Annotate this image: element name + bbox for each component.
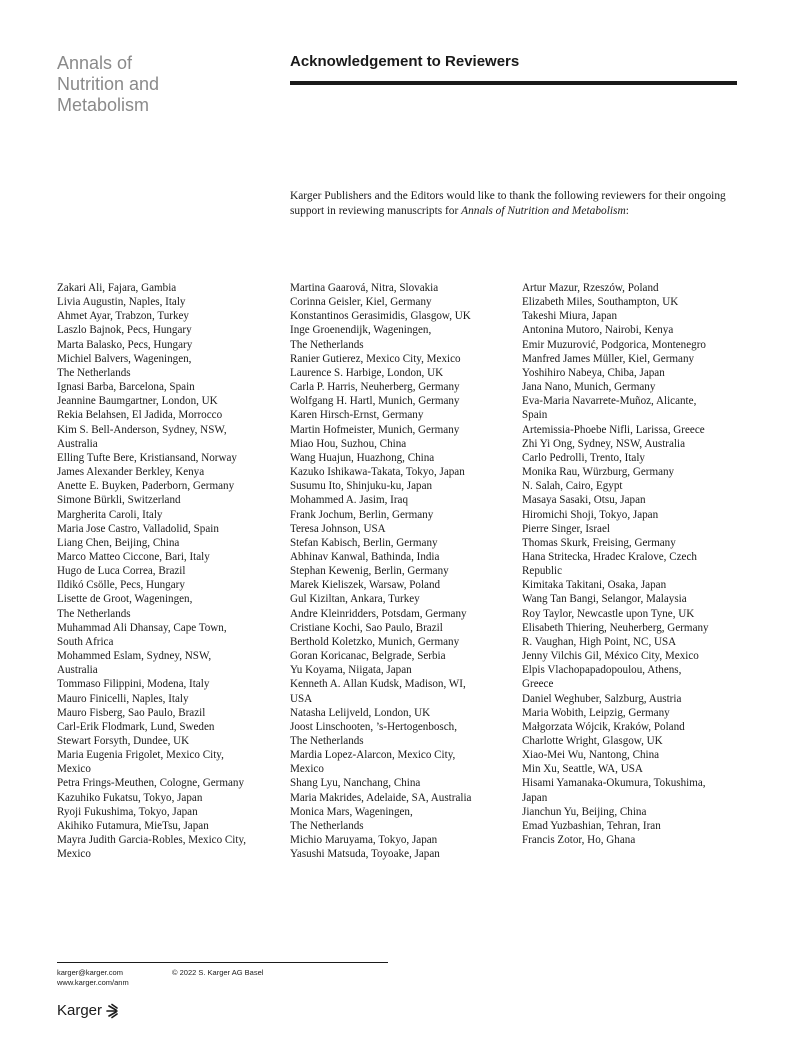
- reviewer-entry-text: R. Vaughan, High Point, NC, USA: [522, 635, 677, 648]
- reviewer-entry-text: Margherita Caroli, Italy: [57, 508, 163, 521]
- reviewer-entry: [522, 706, 747, 720]
- reviewer-entry-text: Hugo de Luca Correa, Brazil: [57, 565, 186, 578]
- reviewer-entry: [290, 323, 515, 351]
- reviewer-entry-text: Cristiane Kochi, Sao Paulo, Brazil: [290, 621, 443, 634]
- reviewer-entry: [57, 621, 282, 649]
- reviewer-entry: [290, 748, 515, 776]
- reviewer-entry-text: Ignasi Barba, Barcelona, Spain: [57, 381, 195, 394]
- reviewer-entry: [522, 578, 747, 592]
- reviewer-entry-text: Stephan Kewenig, Berlin, Germany: [290, 565, 449, 578]
- reviewer-entry: [522, 550, 747, 578]
- reviewer-entry: [522, 692, 747, 706]
- reviewer-entry-text: Carl-Erik Flodmark, Lund, Sweden: [57, 720, 215, 733]
- reviewer-entry-text: Elpis Vlachopapadopoulou, Athens,: [522, 664, 682, 677]
- reviewer-entry-text: Marco Matteo Ciccone, Bari, Italy: [57, 550, 210, 563]
- reviewer-entry: [290, 720, 515, 748]
- reviewer-entry-text: Masaya Sasaki, Otsu, Japan: [522, 494, 646, 507]
- reviewer-entry: [522, 805, 747, 819]
- reviewer-entry: [522, 437, 747, 451]
- footer-contact: [57, 968, 129, 988]
- footer-copyright: © 2022 S. Karger AG Basel: [172, 968, 264, 977]
- reviewer-entry: [522, 380, 747, 394]
- reviewer-entry: [290, 522, 515, 536]
- reviewer-entry: [522, 635, 747, 649]
- reviewer-entry: [522, 734, 747, 748]
- footer-divider: [57, 962, 388, 963]
- reviewer-entry-text: Emad Yuzbashian, Tehran, Iran: [522, 819, 661, 832]
- reviewer-entry: [290, 791, 515, 805]
- journal-name-line: Metabolism: [57, 95, 150, 115]
- reviewer-entry-continuation: The Netherlands: [290, 735, 364, 747]
- reviewer-entry: [290, 366, 515, 380]
- page-title: Acknowledgement to Reviewers: [290, 53, 520, 70]
- reviewer-entry: [57, 451, 282, 465]
- reviewer-entry: [57, 677, 282, 691]
- reviewer-entry-text: Konstantinos Gerasimidis, Glasgow, UK: [290, 310, 471, 323]
- publisher-logo-text: Karger: [57, 1002, 103, 1019]
- reviewer-entry-text: Mardia Lopez-Alarcon, Mexico City,: [290, 749, 456, 762]
- reviewer-entry-text: Daniel Weghuber, Salzburg, Austria: [522, 692, 682, 705]
- reviewer-entry-text: Kimitaka Takitani, Osaka, Japan: [522, 579, 667, 592]
- reviewer-entry: [57, 522, 282, 536]
- reviewer-entry: [522, 281, 747, 295]
- reviewer-entry-text: Maria Makrides, Adelaide, SA, Australia: [290, 791, 472, 804]
- reviewer-entry-text: Monica Mars, Wageningen,: [290, 805, 413, 818]
- reviewer-entry: [290, 706, 515, 720]
- reviewer-entry-text: Livia Augustin, Naples, Italy: [57, 296, 186, 309]
- reviewer-entry: [522, 536, 747, 550]
- reviewer-entry-continuation: The Netherlands: [57, 366, 131, 379]
- reviewer-entry-continuation: South Africa: [57, 635, 114, 648]
- reviewer-entry: [290, 677, 515, 705]
- reviewer-entry: [57, 281, 282, 295]
- reviewer-entry: [522, 451, 747, 465]
- reviewer-entry: [290, 663, 515, 677]
- reviewer-entry-text: Carla P. Harris, Neuherberg, Germany: [290, 381, 460, 394]
- reviewer-entry-text: Laurence S. Harbige, London, UK: [290, 366, 444, 379]
- reviewer-entry: [57, 748, 282, 776]
- reviewer-entry-text: Artemissia-Phoebe Nifli, Larissa, Greece: [522, 423, 705, 436]
- reviewer-entry: [57, 295, 282, 309]
- reviewer-entry-text: Xiao-Mei Wu, Nantong, China: [522, 749, 660, 762]
- karger-star-icon: [105, 1003, 119, 1019]
- reviewer-entry: [57, 423, 282, 451]
- reviewer-entry: [290, 592, 515, 606]
- reviewer-entry-text: Monika Rau, Würzburg, Germany: [522, 466, 675, 479]
- reviewer-entry: [57, 508, 282, 522]
- reviewer-entry-text: Hana Stritecka, Hradec Kralove, Czech: [522, 550, 697, 563]
- reviewer-entry: [522, 833, 747, 847]
- reviewer-entry-text: Martina Gaarová, Nitra, Slovakia: [290, 282, 439, 294]
- reviewer-entry-text: Rekia Belahsen, El Jadida, Morrocco: [57, 409, 223, 422]
- intro-paragraph: [290, 189, 740, 218]
- reviewer-entry: [290, 352, 515, 366]
- reviewer-entry-text: Kenneth A. Allan Kudsk, Madison, WI,: [290, 678, 466, 691]
- reviewer-entry: [522, 479, 747, 493]
- reviewer-entry-text: Abhinav Kanwal, Bathinda, India: [290, 550, 440, 563]
- reviewer-entry-text: Maria Wobith, Leipzig, Germany: [522, 706, 670, 719]
- reviewer-entry: [57, 550, 282, 564]
- reviewer-entry: [57, 649, 282, 677]
- reviewer-entry-continuation: USA: [290, 692, 313, 705]
- reviewer-entry-text: Joost Linschooten, ’s-Hertogenbosch,: [290, 720, 457, 733]
- reviewer-entry-text: Karen Hirsch-Ernst, Germany: [290, 409, 424, 422]
- journal-name: [57, 53, 159, 116]
- reviewer-entry-continuation: The Netherlands: [57, 607, 131, 620]
- reviewer-entry: [57, 394, 282, 408]
- reviewer-entry-text: Eva-Maria Navarrete-Muñoz, Alicante,: [522, 395, 697, 408]
- reviewer-entry: [522, 720, 747, 734]
- reviewer-entry: [57, 536, 282, 550]
- title-divider: [290, 81, 737, 85]
- reviewer-entry: [290, 847, 515, 861]
- reviewer-entry: [290, 309, 515, 323]
- reviewer-entry-text: Kazuhiko Fukatsu, Tokyo, Japan: [57, 791, 203, 804]
- reviewer-entry-text: Teresa Johnson, USA: [290, 522, 386, 535]
- reviewer-entry: [522, 663, 747, 691]
- reviewer-column-2: [290, 281, 515, 861]
- publisher-logo: [57, 1002, 119, 1019]
- reviewer-entry-text: Carlo Pedrolli, Trento, Italy: [522, 451, 645, 464]
- reviewer-entry: [57, 465, 282, 479]
- reviewer-entry-text: Maria Eugenia Frigolet, Mexico City,: [57, 749, 224, 762]
- reviewer-entry-text: Zakari Ali, Fajara, Gambia: [57, 282, 177, 294]
- reviewer-entry: [57, 380, 282, 394]
- reviewer-entry: [522, 607, 747, 621]
- reviewer-entry: [522, 338, 747, 352]
- intro-text-end: :: [625, 204, 629, 217]
- reviewer-entry-text: Andre Kleinridders, Potsdam, Germany: [290, 607, 467, 620]
- reviewer-entry: [290, 805, 515, 833]
- reviewer-entry: [290, 437, 515, 451]
- reviewer-entry-text: Mohammed Eslam, Sydney, NSW,: [57, 650, 212, 663]
- reviewer-entry: [290, 465, 515, 479]
- reviewer-entry-text: Yoshihiro Nabeya, Chiba, Japan: [522, 366, 665, 379]
- journal-name-line: Annals of: [57, 53, 133, 73]
- reviewer-entry-text: Małgorzata Wójcik, Kraków, Poland: [522, 720, 685, 733]
- reviewer-entry-text: Roy Taylor, Newcastle upon Tyne, UK: [522, 607, 695, 620]
- reviewer-entry-text: Elling Tufte Bere, Kristiansand, Norway: [57, 451, 237, 464]
- reviewer-entry: [522, 508, 747, 522]
- reviewer-entry: [522, 819, 747, 833]
- reviewer-entry-text: Wang Tan Bangi, Selangor, Malaysia: [522, 593, 687, 606]
- reviewer-entry-text: Anette E. Buyken, Paderborn, Germany: [57, 480, 235, 493]
- reviewer-entry: [57, 338, 282, 352]
- reviewer-entry-text: Hisami Yamanaka-Okumura, Tokushima,: [522, 777, 706, 790]
- reviewer-entry-text: Inge Groenendijk, Wageningen,: [290, 324, 432, 337]
- reviewer-entry: [522, 309, 747, 323]
- reviewer-entry-continuation: Greece: [522, 678, 554, 691]
- reviewer-entry: [57, 309, 282, 323]
- reviewer-entry-text: Elizabeth Miles, Southampton, UK: [522, 296, 679, 309]
- reviewer-entry-text: Ranier Gutierez, Mexico City, Mexico: [290, 352, 461, 365]
- reviewer-entry-text: Takeshi Miura, Japan: [522, 310, 618, 323]
- reviewer-entry: [57, 819, 282, 833]
- reviewer-entry-text: Pierre Singer, Israel: [522, 522, 610, 535]
- reviewer-entry: [57, 692, 282, 706]
- reviewer-entry: [522, 776, 747, 804]
- reviewer-entry: [522, 352, 747, 366]
- reviewer-entry: [290, 635, 515, 649]
- reviewer-entry-text: Tommaso Filippini, Modena, Italy: [57, 678, 210, 691]
- reviewer-column-3: [522, 281, 747, 847]
- reviewer-entry: [290, 578, 515, 592]
- reviewer-entry-text: Michio Maruyama, Tokyo, Japan: [290, 834, 438, 847]
- reviewer-entry: [57, 805, 282, 819]
- reviewer-entry: [290, 295, 515, 309]
- reviewer-entry: [522, 649, 747, 663]
- reviewer-entry-text: Jeannine Baumgartner, London, UK: [57, 395, 218, 408]
- reviewer-entry: [290, 380, 515, 394]
- reviewer-entry-continuation: Republic: [522, 565, 563, 578]
- reviewer-entry-text: Mauro Fisberg, Sao Paulo, Brazil: [57, 706, 206, 719]
- reviewer-entry: [57, 706, 282, 720]
- reviewer-entry: [57, 479, 282, 493]
- reviewer-entry-text: Petra Frings-Meuthen, Cologne, Germany: [57, 777, 245, 790]
- reviewer-entry-text: N. Salah, Cairo, Egypt: [522, 480, 623, 493]
- reviewer-entry-text: Emir Muzurović, Podgorica, Montenegro: [522, 338, 706, 351]
- reviewer-entry-continuation: Mexico: [57, 763, 91, 776]
- reviewer-entry-text: Berthold Koletzko, Munich, Germany: [290, 635, 460, 648]
- reviewer-entry: [522, 493, 747, 507]
- reviewer-entry-text: Ildikó Csölle, Pecs, Hungary: [57, 579, 185, 592]
- reviewer-entry: [290, 550, 515, 564]
- reviewer-entry-text: Charlotte Wright, Glasgow, UK: [522, 735, 663, 747]
- reviewer-entry: [522, 522, 747, 536]
- reviewer-entry-text: Shang Lyu, Nanchang, China: [290, 777, 421, 790]
- reviewer-entry: [57, 564, 282, 578]
- reviewer-entry-continuation: The Netherlands: [290, 819, 364, 832]
- reviewer-entry-text: Laszlo Bajnok, Pecs, Hungary: [57, 324, 192, 337]
- reviewer-entry-text: Ahmet Ayar, Trabzon, Turkey: [57, 310, 189, 323]
- reviewer-entry-text: Kim S. Bell-Anderson, Sydney, NSW,: [57, 423, 227, 436]
- reviewer-entry-text: Stewart Forsyth, Dundee, UK: [57, 735, 190, 747]
- reviewer-entry-text: Mohammed A. Jasim, Iraq: [290, 494, 409, 507]
- reviewer-entry-text: Kazuko Ishikawa-Takata, Tokyo, Japan: [290, 466, 465, 479]
- reviewer-column-1: [57, 281, 282, 861]
- reviewer-entry: [522, 465, 747, 479]
- reviewer-entry: [57, 776, 282, 790]
- reviewer-entry: [290, 508, 515, 522]
- reviewer-entry-continuation: Mexico: [290, 763, 324, 776]
- reviewer-entry: [290, 649, 515, 663]
- reviewer-entry-text: Yu Koyama, Niigata, Japan: [290, 664, 412, 677]
- reviewer-entry-text: Maria Jose Castro, Valladolid, Spain: [57, 522, 219, 535]
- reviewer-entry-continuation: The Netherlands: [290, 338, 364, 351]
- reviewer-entry-text: Akihiko Futamura, MieTsu, Japan: [57, 819, 209, 832]
- reviewer-entry: [57, 352, 282, 380]
- intro-text: Karger Publishers and the Editors would like to thank the following reviewers for their ongoing support in reviewing manuscripts for: [290, 190, 726, 217]
- reviewer-entry: [290, 423, 515, 437]
- reviewer-entry-text: Muhammad Ali Dhansay, Cape Town,: [57, 621, 227, 634]
- reviewer-entry-continuation: Spain: [522, 409, 548, 422]
- reviewer-entry: [57, 592, 282, 620]
- reviewer-entry: [522, 394, 747, 422]
- reviewer-entry: [290, 564, 515, 578]
- reviewer-entry: [522, 762, 747, 776]
- reviewer-entry: [290, 479, 515, 493]
- reviewer-entry-text: Jana Nano, Munich, Germany: [522, 381, 656, 394]
- reviewer-entry-text: Wang Huajun, Huazhong, China: [290, 451, 435, 464]
- reviewer-entry-text: Hiromichi Shoji, Tokyo, Japan: [522, 508, 659, 521]
- reviewer-entry-text: Artur Mazur, Rzeszów, Poland: [522, 282, 659, 294]
- reviewer-entry-text: Frank Jochum, Berlin, Germany: [290, 508, 434, 521]
- reviewer-entry-text: Francis Zotor, Ho, Ghana: [522, 834, 636, 847]
- reviewer-entry-text: Stefan Kabisch, Berlin, Germany: [290, 536, 438, 549]
- reviewer-entry: [57, 833, 282, 861]
- reviewer-entry: [57, 408, 282, 422]
- reviewer-entry: [290, 833, 515, 847]
- reviewer-entry-text: Liang Chen, Beijing, China: [57, 536, 180, 549]
- reviewer-entry-text: Natasha Lelijveld, London, UK: [290, 706, 431, 719]
- journal-name-line: Nutrition and: [57, 74, 160, 94]
- intro-journal-title: Annals of Nutrition and Metabolism: [461, 204, 626, 217]
- reviewer-entry-text: Simone Bürkli, Switzerland: [57, 494, 181, 507]
- reviewer-entry: [290, 607, 515, 621]
- reviewer-entry-continuation: Japan: [522, 791, 548, 804]
- reviewer-entry-text: Martin Hofmeister, Munich, Germany: [290, 423, 460, 436]
- reviewer-entry: [290, 536, 515, 550]
- reviewer-entry: [290, 776, 515, 790]
- reviewer-entry-text: Manfred James Müller, Kiel, Germany: [522, 352, 695, 365]
- reviewer-entry-text: Jianchun Yu, Beijing, China: [522, 805, 647, 818]
- reviewer-entry: [290, 394, 515, 408]
- reviewer-entry: [522, 748, 747, 762]
- reviewer-entry: [57, 323, 282, 337]
- footer-website[interactable]: www.karger.com/anm: [57, 978, 129, 987]
- reviewer-entry: [522, 295, 747, 309]
- reviewer-entry-text: Lisette de Groot, Wageningen,: [57, 593, 193, 606]
- reviewer-entry-text: Corinna Geisler, Kiel, Germany: [290, 296, 432, 309]
- reviewer-entry-text: Michiel Balvers, Wageningen,: [57, 352, 192, 365]
- reviewer-entry-text: James Alexander Berkley, Kenya: [57, 466, 205, 479]
- reviewer-entry: [522, 592, 747, 606]
- reviewer-entry-text: Marta Balasko, Pecs, Hungary: [57, 338, 193, 351]
- reviewer-entry: [290, 621, 515, 635]
- reviewer-entry-text: Ryoji Fukushima, Tokyo, Japan: [57, 805, 198, 818]
- reviewer-entry: [290, 281, 515, 295]
- reviewer-entry-text: Elisabeth Thiering, Neuherberg, Germany: [522, 621, 709, 634]
- reviewer-entry-continuation: Mexico: [57, 848, 91, 861]
- reviewer-entry: [57, 720, 282, 734]
- reviewer-entry-text: Miao Hou, Suzhou, China: [290, 437, 407, 450]
- reviewer-entry: [57, 578, 282, 592]
- reviewer-entry: [522, 621, 747, 635]
- reviewer-entry-text: Mayra Judith Garcia-Robles, Mexico City,: [57, 834, 247, 847]
- reviewer-entry: [290, 451, 515, 465]
- reviewer-entry: [522, 423, 747, 437]
- reviewer-entry: [522, 323, 747, 337]
- reviewer-entry-text: Goran Koricanac, Belgrade, Serbia: [290, 650, 446, 663]
- reviewer-entry-text: Antonina Mutoro, Nairobi, Kenya: [522, 324, 674, 337]
- reviewer-entry-text: Susumu Ito, Shinjuku-ku, Japan: [290, 480, 433, 493]
- reviewer-entry: [290, 493, 515, 507]
- reviewer-entry-text: Wolfgang H. Hartl, Munich, Germany: [290, 395, 460, 408]
- reviewer-entry-text: Gul Kiziltan, Ankara, Turkey: [290, 593, 420, 606]
- reviewer-entry: [57, 791, 282, 805]
- reviewer-entry-text: Zhi Yi Ong, Sydney, NSW, Australia: [522, 437, 686, 450]
- reviewer-entry: [522, 366, 747, 380]
- reviewer-entry-text: Jenny Vilchis Gil, México City, Mexico: [522, 650, 699, 663]
- reviewer-entry-text: Thomas Skurk, Freising, Germany: [522, 536, 676, 549]
- reviewer-entry-text: Yasushi Matsuda, Toyoake, Japan: [290, 848, 440, 861]
- reviewer-entry: [57, 493, 282, 507]
- reviewer-entry-continuation: Australia: [57, 664, 98, 677]
- reviewer-entry-text: Marek Kieliszek, Warsaw, Poland: [290, 579, 441, 592]
- reviewer-entry-continuation: Australia: [57, 437, 98, 450]
- reviewer-entry: [57, 734, 282, 748]
- reviewer-entry-text: Mauro Finicelli, Naples, Italy: [57, 692, 189, 705]
- reviewer-entry-text: Min Xu, Seattle, WA, USA: [522, 763, 643, 776]
- reviewer-entry: [290, 408, 515, 422]
- footer-email[interactable]: karger@karger.com: [57, 968, 123, 977]
